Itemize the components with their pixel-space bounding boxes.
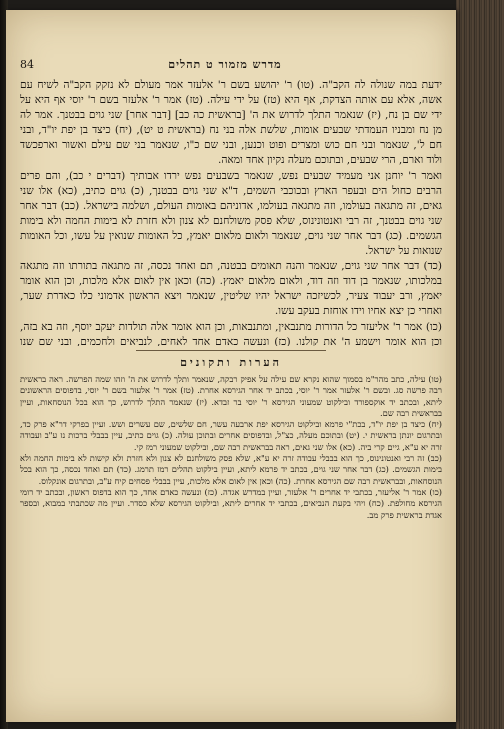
- main-paragraph: ואמר ר' יוחנן אני מעמיד שבעים נפש, שנאמר בשבעים נפש ירדו אבותיך (דברים י כב), והם פרים הרבים כחול הים ובעפר הארץ ובכוכבי השמים, ד"א שני גוים בבטנך, (כ) גוים כתיב, (כא) אלו שני גאים, זה מתגאה בעולמו, וזה מתגאה בעולמו, אדוניהם באומות העולם, ושלמה בישראל. (כב) דבר אחר שני גוים בבטנך, זה רבי ואנטונינוס, שלא פסק משולחנם לא צנון ולא חזרת לא בימות החמה ולא בימות הגשמים. (כג) דבר אחר שני גוים, שנאמר ולאום מלאום יאמץ, כל האומות שנואין על עשו, וכל האומות שנואות על ישראל.: [20, 169, 442, 258]
- page-number: 84: [20, 58, 34, 71]
- main-text-body: [20, 78, 442, 346]
- notes-heading: הערות ותקונים: [180, 356, 282, 369]
- note-paragraph: (יח) כיצד בן יפת יו"ד, בכת"י פרמא ובילקוט הגירסא יפת ארבעה עשר, חם שלשים, שם עשרים ושש. ועיין בפרקי דר"א פרק כד, ובתרגום יונתן בראשית י. (יט) ובתוכם מעלה, כצ"ל, ובדפוסים אחרים ובתוכן עולה. (כ) גוים כתיב, עיין בבבלי ברכות נז ע"ב ועבודה זרה יא ע"א, גיים קרי ביה. (כא) אלו שני גאים, ראה בבראשית רבה שם, ובילקוט שמעוני רמז קי.: [20, 419, 442, 452]
- main-paragraph: (כד) דבר אחר שני גוים, שנאמר והנה תאומים בבטנה, תם ואחד נכסה, זה מתגאה בתורתו וזה מתגאה במלכותו, שנאמר בן דוד וזה דוד, ולאום מלאום יאמץ. (כה) וכאן אין לאום אלא מלכות, וכן הוא אומר יאמץ, ורב יעבוד צעיר, לכשיזכה ישראל יהיו שליטין, שנאמר ויצא הראשון אדמוני כלו כאדרת שער, ואחרי כן יצא אחיו וידו אוחזת בעקב עשו.: [20, 260, 442, 318]
- main-paragraph: ידעת במה שנולה לה הקב"ה. (טו) ר' יהושע בשם ר' אלעזר אמר מעולם לא נזקק הקב"ה לשיח עם אשה, אלא עם אותה הצדקת, אף היא (טז) על ידי עילה. (טז) אמר ר' אלעזר בשם ר' יוסי אף היא על ידי שם בן נח, (יז) שנאמר התלך לדרוש את ה' [בראשית כה כב] [דבר אחר] שני גוים בבטנך. אמר לה מן נח ומבניו העמדתי שבעים אומות, שלשת אלה בני נח (בראשית ט יט), (יח) כיצד בן יפת יו"ד, ובני חם ל', שנאמר ובני חם כוש ומצרים ופוט וכנען, ובני שם כ"ו, שנאמר בני שם עילם ואשור וארפכשד ולוד וארם, הרי שבעים, ובתוכם מעלה נקיון אחד ומאה.: [20, 79, 442, 167]
- note-paragraph: (כו) אמר ר' אליעזר, בכתבי יד אחרים ר' אלעזר, ועיין במדרש אגדה. (כז) ונעשה כאדם אחד, כך הוא בדפוס ראשון, ובכתב יד רומי הגירסא מחולפת. (כח) ויהי בקעת הנביאים, בכתבי יד אחרים ליתא, ובילקוט הגירסא שלא כסדר. ועיין מה שכתבתי במבוא, ובספר אגדת בראשית פרק מב.: [20, 486, 442, 520]
- note-paragraph: (כב) זה רבי ואנטונינוס, כך הוא בבבלי עבודה זרה יא ע"א, שלא פסק משולחנם לא צנון ולא חזרת ולא קישות לא בימות החמה ולא בימות הגשמים. (כג) דבר אחר שני גוים, בכתב יד פרמא ליתא, ועיין בילקוט תהלים רמז תרמג. (כד) תם ואחד נכסה, כך הוא בכל הנוסחאות, ובבראשית רבה שם הגירסא אחרת. (כה) וכאן אין לאום אלא מלכות, עיין בבבלי פסחים קיח ע"ב, ובתרגום אונקלוס.: [20, 453, 442, 486]
- note-paragraph: (טו) עילה, כתב מהר"מ בסמוך שהוא נקרא שם עילה על אפיק רבקה, שנאמר ותלך לדרוש את ה' וזהו שמה הפרשה. ראה בראשית רבה פרשה סג. ובשם ר' אלעזר אמר ר' יוסי, בכתב יד אחר הגירסא אחרת. (טז) אמר ר' אלעזר בשם ר' יוסי, בדפוסים הראשונים ליתא, ובכתב יד אוקספורד ובילקוט שמעוני הגירסא ר' יוסי בר זבדא. (יז) שנאמר התלך לדרוש, כך הוא בכל הנוסחאות, ועיין בבראשית רבה שם.: [20, 374, 442, 418]
- notes-body: [20, 374, 442, 709]
- page-header: [20, 58, 430, 76]
- section-divider: [136, 350, 326, 351]
- running-title: מדרש מזמור ט תהלים: [168, 58, 282, 71]
- book-page-edges: [456, 0, 504, 729]
- main-paragraph: (כו) אמר ר' אליעזר כל הדורות מתנבאין, ומתנבאות, וכן הוא אומר אלה תולדות יעקב יוסף, וזה בא בזה, וכן הוא אומר וישמע ה' את קולנו. (כז) ונעשה כאדם אחד לאחים, לנביאים ולחכמים, ובני שם שנו: [20, 320, 442, 346]
- book-page: [6, 10, 456, 722]
